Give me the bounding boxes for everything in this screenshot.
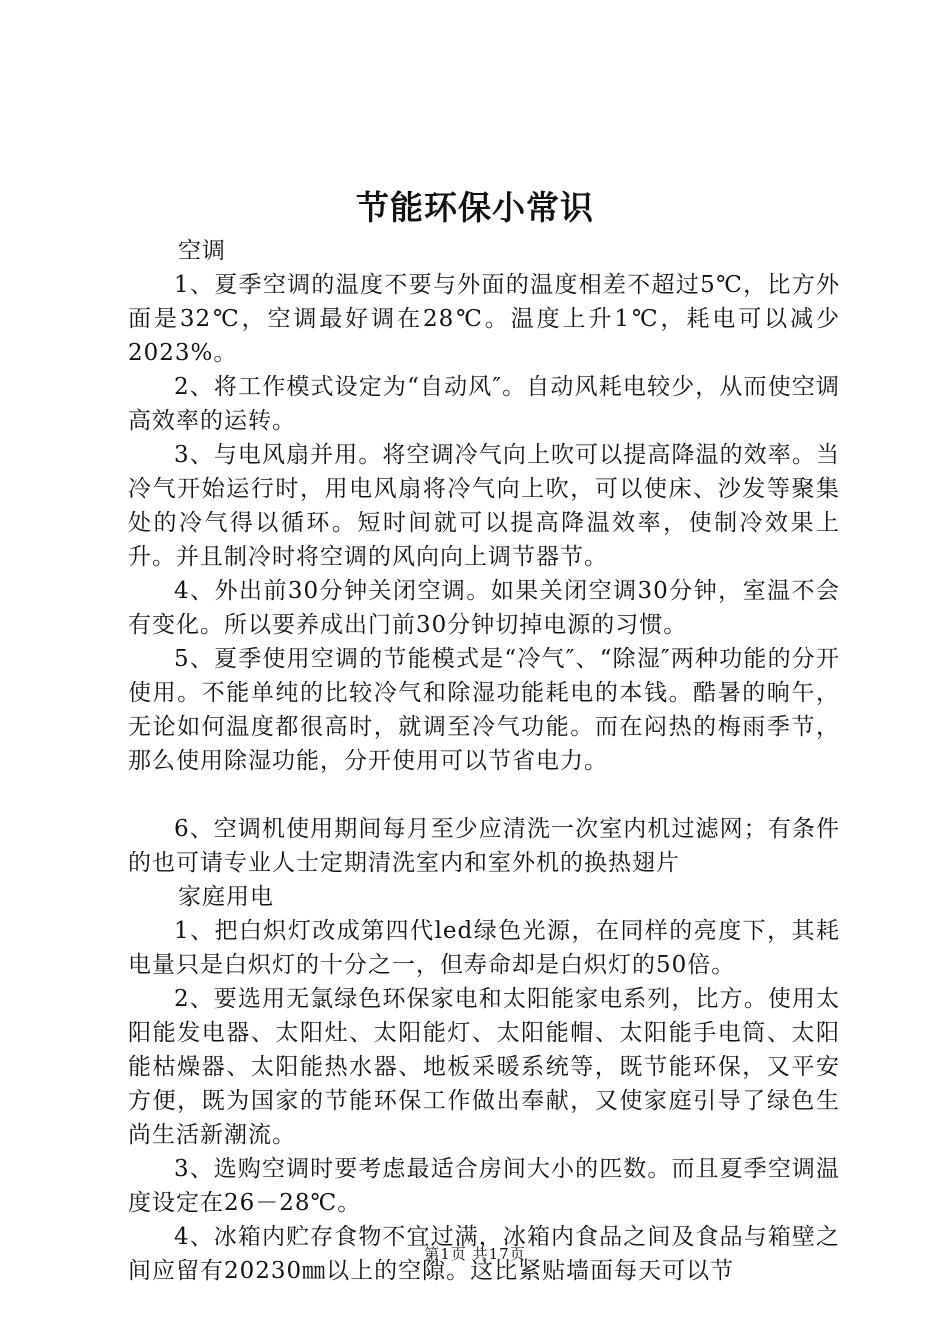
section-heading-air-conditioner: 空调 <box>178 238 226 264</box>
page-title: 节能环保小常识 <box>356 188 594 227</box>
paragraph: 5、夏季使用空调的节能模式是“冷气″、“除湿″两种功能的分开使用。不能单纯的比较冷气和除湿功能耗电的本钱。酷暑的晌午，无论如何温度都很高时，就调至冷气功能。而在闷热的梅雨季节，那么使用除湿功能，分开使用可以节省电力。 <box>128 646 840 774</box>
paragraph: 4、冰箱内贮存食物不宜过满，冰箱内食品之间及食品与箱壁之间应留有20230㎜以上的空隙。这比紧贴墙面每天可以节 <box>128 1224 840 1284</box>
paragraph: 3、选购空调时要考虑最适合房间大小的匹数。而且夏季空调温度设定在26－28℃。 <box>128 1156 840 1216</box>
paragraph: 6、空调机使用期间每月至少应清洗一次室内机过滤网；有条件的也可请专业人士定期清洗室内和室外机的换热翅片 <box>128 816 840 876</box>
document-body <box>128 234 840 1288</box>
paragraph: 3、与电风扇并用。将空调冷气向上吹可以提高降温的效率。当冷气开始运行时，用电风扇将冷气向上吹，可以使床、沙发等聚集处的冷气得以循环。短时间就可以提高降温效率，使制冷效果上升。并且制冷时将空调的风向向上调节器节。 <box>128 442 840 570</box>
paragraph: 1、把白炽灯改成第四代led绿色光源，在同样的亮度下，其耗电量只是白炽灯的十分之一，但寿命却是白炽灯的50倍。 <box>128 918 840 978</box>
paragraph: 2、要选用无氯绿色环保家电和太阳能家电系列，比方。使用太阳能发电器、太阳灶、太阳能灯、太阳能帽、太阳能手电筒、太阳能枯燥器、太阳能热水器、地板采暖系统等，既节能环保，又平安方便，既为国家的节能环保工作做出奉献，又使家庭引导了绿色生尚生活新潮流。 <box>128 986 840 1148</box>
paragraph: 4、外出前30分钟关闭空调。如果关闭空调30分钟，室温不会有变化。所以要养成出门前30分钟切掉电源的习惯。 <box>128 578 840 638</box>
section-heading-household-power: 家庭用电 <box>178 884 274 910</box>
paragraph: 1、夏季空调的温度不要与外面的温度相差不超过5℃，比方外面是32℃，空调最好调在28℃。温度上升1℃，耗电可以减少2023%。 <box>128 272 840 366</box>
paragraph: 2、将工作模式设定为“自动风″。自动风耗电较少，从而使空调高效率的运转。 <box>128 374 840 434</box>
page-footer: 第1页 共17页 <box>424 1245 526 1263</box>
